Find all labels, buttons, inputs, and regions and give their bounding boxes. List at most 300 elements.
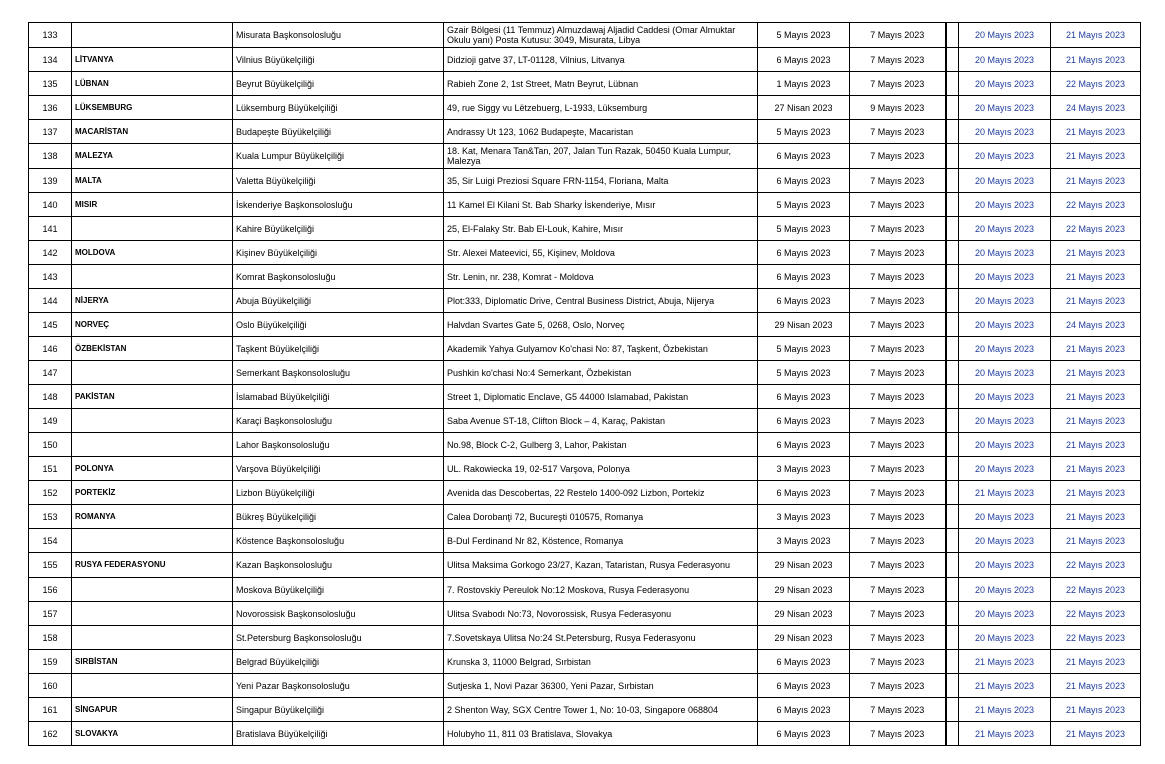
- date-start-1: 5 Mayıs 2023: [758, 23, 850, 48]
- date-start-2: 21 Mayıs 2023: [959, 722, 1051, 746]
- mission-address: Pushkin ko'chasi No:4 Semerkant, Özbekistan: [444, 361, 758, 385]
- mission-address: Avenida das Descobertas, 22 Restelo 1400-092 Lizbon, Portekiz: [444, 481, 758, 505]
- date-end-1: 7 Mayıs 2023: [850, 23, 946, 48]
- column-spacer: [946, 120, 959, 144]
- date-start-2: 20 Mayıs 2023: [959, 96, 1051, 120]
- column-spacer: [946, 505, 959, 529]
- date-end-1: 7 Mayıs 2023: [850, 361, 946, 385]
- date-start-2: 20 Mayıs 2023: [959, 23, 1051, 48]
- row-number: 154: [29, 529, 72, 553]
- country-name: [72, 674, 233, 698]
- date-end-1: 7 Mayıs 2023: [850, 481, 946, 505]
- date-start-1: 6 Mayıs 2023: [758, 48, 850, 72]
- date-end-2: 24 Mayıs 2023: [1051, 313, 1141, 337]
- row-number: 143: [29, 265, 72, 289]
- date-end-1: 7 Mayıs 2023: [850, 265, 946, 289]
- column-spacer: [946, 48, 959, 72]
- table-row: [29, 241, 1141, 265]
- table-row: [29, 169, 1141, 193]
- country-name: SLOVAKYA: [72, 722, 233, 746]
- mission-name: Kahire Büyükelçiliği: [233, 217, 444, 241]
- date-end-2: 22 Mayıs 2023: [1051, 578, 1141, 602]
- country-name: [72, 602, 233, 626]
- date-start-1: 5 Mayıs 2023: [758, 193, 850, 217]
- date-end-2: 21 Mayıs 2023: [1051, 23, 1141, 48]
- date-start-2: 20 Mayıs 2023: [959, 120, 1051, 144]
- column-spacer: [946, 602, 959, 626]
- date-end-2: 22 Mayıs 2023: [1051, 217, 1141, 241]
- date-end-2: 21 Mayıs 2023: [1051, 337, 1141, 361]
- mission-address: Ulitsa Svabodı No:73, Novorossisk, Rusya Federasyonu: [444, 602, 758, 626]
- date-end-1: 7 Mayıs 2023: [850, 722, 946, 746]
- mission-address: Halvdan Svartes Gate 5, 0268, Oslo, Norveç: [444, 313, 758, 337]
- date-end-1: 7 Mayıs 2023: [850, 433, 946, 457]
- table-row: [29, 217, 1141, 241]
- country-name: MACARİSTAN: [72, 120, 233, 144]
- column-spacer: [946, 674, 959, 698]
- date-end-2: 22 Mayıs 2023: [1051, 602, 1141, 626]
- table-body: [29, 23, 1141, 746]
- country-name: MALTA: [72, 169, 233, 193]
- row-number: 142: [29, 241, 72, 265]
- mission-address: Ulitsa Maksima Gorkogo 23/27, Kazan, Tataristan, Rusya Federasyonu: [444, 553, 758, 578]
- date-end-2: 21 Mayıs 2023: [1051, 241, 1141, 265]
- country-name: SIRBİSTAN: [72, 650, 233, 674]
- date-end-1: 7 Mayıs 2023: [850, 674, 946, 698]
- date-end-1: 7 Mayıs 2023: [850, 313, 946, 337]
- date-start-1: 3 Mayıs 2023: [758, 505, 850, 529]
- table-row: [29, 578, 1141, 602]
- country-name: MOLDOVA: [72, 241, 233, 265]
- date-start-1: 29 Nisan 2023: [758, 602, 850, 626]
- mission-address: Andrassy Ut 123, 1062 Budapeşte, Macaristan: [444, 120, 758, 144]
- date-end-1: 7 Mayıs 2023: [850, 337, 946, 361]
- date-end-1: 7 Mayıs 2023: [850, 144, 946, 169]
- country-name: MALEZYA: [72, 144, 233, 169]
- date-start-2: 20 Mayıs 2023: [959, 626, 1051, 650]
- date-end-2: 21 Mayıs 2023: [1051, 722, 1141, 746]
- mission-address: Str. Alexei Mateevici, 55, Kişinev, Moldova: [444, 241, 758, 265]
- date-end-2: 21 Mayıs 2023: [1051, 48, 1141, 72]
- column-spacer: [946, 529, 959, 553]
- mission-name: Beyrut Büyükelçiliği: [233, 72, 444, 96]
- mission-name: Komrat Başkonsolosluğu: [233, 265, 444, 289]
- date-start-1: 6 Mayıs 2023: [758, 481, 850, 505]
- mission-name: Yeni Pazar Başkonsolosluğu: [233, 674, 444, 698]
- row-number: 137: [29, 120, 72, 144]
- table-row: [29, 385, 1141, 409]
- date-start-2: 21 Mayıs 2023: [959, 674, 1051, 698]
- date-end-1: 7 Mayıs 2023: [850, 602, 946, 626]
- row-number: 160: [29, 674, 72, 698]
- country-name: [72, 23, 233, 48]
- country-name: PAKİSTAN: [72, 385, 233, 409]
- country-name: SİNGAPUR: [72, 698, 233, 722]
- mission-address: 2 Shenton Way, SGX Centre Tower 1, No: 10-03, Singapore 068804: [444, 698, 758, 722]
- date-start-2: 20 Mayıs 2023: [959, 433, 1051, 457]
- mission-address: Krunska 3, 11000 Belgrad, Sırbistan: [444, 650, 758, 674]
- date-start-2: 20 Mayıs 2023: [959, 289, 1051, 313]
- mission-name: Misurata Başkonsolosluğu: [233, 23, 444, 48]
- country-name: [72, 529, 233, 553]
- row-number: 162: [29, 722, 72, 746]
- mission-address: 18. Kat, Menara Tan&Tan, 207, Jalan Tun Razak, 50450 Kuala Lumpur, Malezya: [444, 144, 758, 169]
- date-start-2: 20 Mayıs 2023: [959, 241, 1051, 265]
- mission-name: Abuja Büyükelçiliği: [233, 289, 444, 313]
- date-end-1: 7 Mayıs 2023: [850, 289, 946, 313]
- mission-name: Bratislava Büyükelçiliği: [233, 722, 444, 746]
- date-start-1: 5 Mayıs 2023: [758, 120, 850, 144]
- date-end-2: 22 Mayıs 2023: [1051, 626, 1141, 650]
- row-number: 136: [29, 96, 72, 120]
- country-name: PORTEKİZ: [72, 481, 233, 505]
- table-row: [29, 289, 1141, 313]
- row-number: 133: [29, 23, 72, 48]
- date-end-2: 21 Mayıs 2023: [1051, 361, 1141, 385]
- column-spacer: [946, 313, 959, 337]
- row-number: 147: [29, 361, 72, 385]
- column-spacer: [946, 409, 959, 433]
- column-spacer: [946, 169, 959, 193]
- country-name: POLONYA: [72, 457, 233, 481]
- date-start-1: 6 Mayıs 2023: [758, 722, 850, 746]
- mission-address: Gzair Bölgesi (11 Temmuz) Almuzdawaj Aljadid Caddesi (Omar Almuktar Okulu yanı) Posta Kutusu: 3049, Misurata, Libya: [444, 23, 758, 48]
- date-end-1: 7 Mayıs 2023: [850, 457, 946, 481]
- mission-name: İskenderiye Başkonsolosluğu: [233, 193, 444, 217]
- country-name: MISIR: [72, 193, 233, 217]
- mission-address: 7. Rostovskiy Pereulok No:12 Moskova, Rusya Federasyonu: [444, 578, 758, 602]
- date-start-2: 20 Mayıs 2023: [959, 505, 1051, 529]
- table-row: [29, 433, 1141, 457]
- mission-address: Saba Avenue ST-18, Clifton Block – 4, Karaç, Pakistan: [444, 409, 758, 433]
- row-number: 140: [29, 193, 72, 217]
- mission-name: Lüksemburg Büyükelçiliği: [233, 96, 444, 120]
- mission-address: No.98, Block C-2, Gulberg 3, Lahor, Pakistan: [444, 433, 758, 457]
- date-end-2: 22 Mayıs 2023: [1051, 72, 1141, 96]
- column-spacer: [946, 193, 959, 217]
- date-end-1: 7 Mayıs 2023: [850, 529, 946, 553]
- date-end-1: 7 Mayıs 2023: [850, 48, 946, 72]
- mission-name: Lahor Başkonsolosluğu: [233, 433, 444, 457]
- date-end-1: 7 Mayıs 2023: [850, 169, 946, 193]
- mission-address: 7.Sovetskaya Ulitsa No:24 St.Petersburg, Rusya Federasyonu: [444, 626, 758, 650]
- mission-address: 11 Kamel El Kilani St. Bab Sharky İskenderiye, Mısır: [444, 193, 758, 217]
- date-start-2: 21 Mayıs 2023: [959, 698, 1051, 722]
- date-end-2: 21 Mayıs 2023: [1051, 529, 1141, 553]
- date-end-2: 24 Mayıs 2023: [1051, 96, 1141, 120]
- table-row: [29, 193, 1141, 217]
- mission-address: Akademik Yahya Gulyamov Ko'chasi No: 87, Taşkent, Özbekistan: [444, 337, 758, 361]
- date-end-1: 7 Mayıs 2023: [850, 241, 946, 265]
- date-end-2: 21 Mayıs 2023: [1051, 698, 1141, 722]
- date-start-1: 6 Mayıs 2023: [758, 241, 850, 265]
- column-spacer: [946, 578, 959, 602]
- table-row: [29, 722, 1141, 746]
- column-spacer: [946, 265, 959, 289]
- table-row: [29, 698, 1141, 722]
- mission-name: Köstence Başkonsolosluğu: [233, 529, 444, 553]
- table-row: [29, 626, 1141, 650]
- column-spacer: [946, 217, 959, 241]
- date-start-2: 20 Mayıs 2023: [959, 217, 1051, 241]
- date-end-1: 9 Mayıs 2023: [850, 96, 946, 120]
- mission-name: Kuala Lumpur Büyükelçiliği: [233, 144, 444, 169]
- table-row: [29, 96, 1141, 120]
- date-end-2: 21 Mayıs 2023: [1051, 505, 1141, 529]
- date-start-1: 3 Mayıs 2023: [758, 529, 850, 553]
- country-name: [72, 578, 233, 602]
- mission-name: Budapeşte Büyükelçiliği: [233, 120, 444, 144]
- date-start-2: 20 Mayıs 2023: [959, 169, 1051, 193]
- country-name: LÜBNAN: [72, 72, 233, 96]
- mission-address: B-Dul Ferdinand Nr 82, Köstence, Romanya: [444, 529, 758, 553]
- table-row: [29, 409, 1141, 433]
- date-end-1: 7 Mayıs 2023: [850, 193, 946, 217]
- date-start-2: 20 Mayıs 2023: [959, 409, 1051, 433]
- row-number: 144: [29, 289, 72, 313]
- date-end-1: 7 Mayıs 2023: [850, 409, 946, 433]
- mission-name: Kişinev Büyükelçiliği: [233, 241, 444, 265]
- column-spacer: [946, 433, 959, 457]
- date-end-1: 7 Mayıs 2023: [850, 553, 946, 578]
- mission-name: Lizbon Büyükelçiliği: [233, 481, 444, 505]
- row-number: 145: [29, 313, 72, 337]
- date-end-2: 22 Mayıs 2023: [1051, 553, 1141, 578]
- mission-name: Bükreş Büyükelçiliği: [233, 505, 444, 529]
- table-row: [29, 505, 1141, 529]
- date-start-2: 20 Mayıs 2023: [959, 72, 1051, 96]
- country-name: LÜKSEMBURG: [72, 96, 233, 120]
- row-number: 152: [29, 481, 72, 505]
- table-row: [29, 361, 1141, 385]
- mission-address: Holubyho 11, 811 03 Bratislava, Slovakya: [444, 722, 758, 746]
- row-number: 138: [29, 144, 72, 169]
- mission-address: 35, Sir Luigi Preziosi Square FRN-1154, Floriana, Malta: [444, 169, 758, 193]
- column-spacer: [946, 289, 959, 313]
- date-end-2: 21 Mayıs 2023: [1051, 120, 1141, 144]
- date-end-1: 7 Mayıs 2023: [850, 698, 946, 722]
- date-start-1: 5 Mayıs 2023: [758, 337, 850, 361]
- date-start-1: 29 Nisan 2023: [758, 313, 850, 337]
- row-number: 135: [29, 72, 72, 96]
- date-start-1: 6 Mayıs 2023: [758, 674, 850, 698]
- column-spacer: [946, 361, 959, 385]
- date-start-1: 6 Mayıs 2023: [758, 409, 850, 433]
- mission-name: Taşkent Büyükelçiliği: [233, 337, 444, 361]
- country-name: [72, 217, 233, 241]
- country-name: ÖZBEKİSTAN: [72, 337, 233, 361]
- date-start-2: 20 Mayıs 2023: [959, 385, 1051, 409]
- table-row: [29, 650, 1141, 674]
- mission-name: Belgrad Büyükelçiliği: [233, 650, 444, 674]
- column-spacer: [946, 722, 959, 746]
- column-spacer: [946, 385, 959, 409]
- ballot-locations-table: [28, 22, 1141, 746]
- date-end-1: 7 Mayıs 2023: [850, 505, 946, 529]
- row-number: 161: [29, 698, 72, 722]
- date-end-2: 21 Mayıs 2023: [1051, 144, 1141, 169]
- column-spacer: [946, 144, 959, 169]
- column-spacer: [946, 650, 959, 674]
- date-start-2: 20 Mayıs 2023: [959, 144, 1051, 169]
- date-end-2: 21 Mayıs 2023: [1051, 457, 1141, 481]
- row-number: 148: [29, 385, 72, 409]
- date-end-2: 21 Mayıs 2023: [1051, 289, 1141, 313]
- mission-name: St.Petersburg Başkonsolosluğu: [233, 626, 444, 650]
- mission-address: UL. Rakowiecka 19, 02-517 Varşova, Polonya: [444, 457, 758, 481]
- date-start-1: 6 Mayıs 2023: [758, 289, 850, 313]
- date-start-1: 5 Mayıs 2023: [758, 361, 850, 385]
- mission-address: Rabieh Zone 2, 1st Street, Matn Beyrut, Lübnan: [444, 72, 758, 96]
- column-spacer: [946, 96, 959, 120]
- column-spacer: [946, 698, 959, 722]
- table-row: [29, 120, 1141, 144]
- row-number: 157: [29, 602, 72, 626]
- mission-name: Moskova Büyükelçiliği: [233, 578, 444, 602]
- date-end-2: 21 Mayıs 2023: [1051, 385, 1141, 409]
- column-spacer: [946, 337, 959, 361]
- table-row: [29, 602, 1141, 626]
- column-spacer: [946, 481, 959, 505]
- column-spacer: [946, 72, 959, 96]
- table-row: [29, 481, 1141, 505]
- mission-name: Novorossisk Başkonsolosluğu: [233, 602, 444, 626]
- date-start-1: 6 Mayıs 2023: [758, 650, 850, 674]
- mission-name: Valetta Büyükelçiliği: [233, 169, 444, 193]
- mission-name: Semerkant Başkonsolosluğu: [233, 361, 444, 385]
- row-number: 151: [29, 457, 72, 481]
- mission-address: Plot:333, Diplomatic Drive, Central Business District, Abuja, Nijerya: [444, 289, 758, 313]
- date-start-2: 20 Mayıs 2023: [959, 265, 1051, 289]
- table-row: [29, 48, 1141, 72]
- row-number: 139: [29, 169, 72, 193]
- date-start-2: 20 Mayıs 2023: [959, 529, 1051, 553]
- country-name: ROMANYA: [72, 505, 233, 529]
- table-row: [29, 23, 1141, 48]
- date-start-1: 3 Mayıs 2023: [758, 457, 850, 481]
- date-end-2: 21 Mayıs 2023: [1051, 265, 1141, 289]
- date-start-1: 6 Mayıs 2023: [758, 433, 850, 457]
- mission-name: Varşova Büyükelçiliği: [233, 457, 444, 481]
- column-spacer: [946, 626, 959, 650]
- row-number: 146: [29, 337, 72, 361]
- date-start-1: 27 Nisan 2023: [758, 96, 850, 120]
- row-number: 153: [29, 505, 72, 529]
- date-start-2: 20 Mayıs 2023: [959, 193, 1051, 217]
- date-start-2: 20 Mayıs 2023: [959, 602, 1051, 626]
- date-start-1: 6 Mayıs 2023: [758, 265, 850, 289]
- table-row: [29, 337, 1141, 361]
- country-name: [72, 433, 233, 457]
- mission-address: Sutjeska 1, Novi Pazar 36300, Yeni Pazar, Sırbistan: [444, 674, 758, 698]
- row-number: 149: [29, 409, 72, 433]
- date-start-1: 29 Nisan 2023: [758, 578, 850, 602]
- table-row: [29, 674, 1141, 698]
- row-number: 141: [29, 217, 72, 241]
- column-spacer: [946, 457, 959, 481]
- country-name: [72, 409, 233, 433]
- mission-name: İslamabad Büyükelçiliği: [233, 385, 444, 409]
- mission-address: 25, El-Falaky Str. Bab El-Louk, Kahire, Mısır: [444, 217, 758, 241]
- country-name: NORVEÇ: [72, 313, 233, 337]
- ballot-locations-table-container: [28, 22, 1141, 746]
- mission-name: Karaçi Başkonsolosluğu: [233, 409, 444, 433]
- date-start-2: 20 Mayıs 2023: [959, 48, 1051, 72]
- row-number: 155: [29, 553, 72, 578]
- country-name: [72, 626, 233, 650]
- table-row: [29, 553, 1141, 578]
- date-end-2: 21 Mayıs 2023: [1051, 650, 1141, 674]
- mission-name: Oslo Büyükelçiliği: [233, 313, 444, 337]
- date-end-1: 7 Mayıs 2023: [850, 217, 946, 241]
- date-start-2: 21 Mayıs 2023: [959, 481, 1051, 505]
- mission-address: Street 1, Diplomatic Enclave, G5 44000 Islamabad, Pakistan: [444, 385, 758, 409]
- column-spacer: [946, 553, 959, 578]
- mission-name: Vilnius Büyükelçiliği: [233, 48, 444, 72]
- row-number: 150: [29, 433, 72, 457]
- date-start-1: 5 Mayıs 2023: [758, 217, 850, 241]
- date-end-2: 21 Mayıs 2023: [1051, 674, 1141, 698]
- date-start-1: 6 Mayıs 2023: [758, 698, 850, 722]
- date-start-1: 6 Mayıs 2023: [758, 169, 850, 193]
- mission-name: Singapur Büyükelçiliği: [233, 698, 444, 722]
- country-name: NİJERYA: [72, 289, 233, 313]
- date-end-1: 7 Mayıs 2023: [850, 120, 946, 144]
- date-start-2: 20 Mayıs 2023: [959, 457, 1051, 481]
- table-row: [29, 144, 1141, 169]
- column-spacer: [946, 23, 959, 48]
- date-end-2: 21 Mayıs 2023: [1051, 409, 1141, 433]
- date-end-1: 7 Mayıs 2023: [850, 385, 946, 409]
- date-end-2: 21 Mayıs 2023: [1051, 169, 1141, 193]
- date-end-2: 22 Mayıs 2023: [1051, 193, 1141, 217]
- country-name: RUSYA FEDERASYONU: [72, 553, 233, 578]
- row-number: 158: [29, 626, 72, 650]
- mission-address: Str. Lenin, nr. 238, Komrat - Moldova: [444, 265, 758, 289]
- date-start-1: 29 Nisan 2023: [758, 553, 850, 578]
- mission-address: 49, rue Siggy vu Lëtzebuerg, L-1933, Lüksemburg: [444, 96, 758, 120]
- date-end-1: 7 Mayıs 2023: [850, 578, 946, 602]
- date-end-1: 7 Mayıs 2023: [850, 72, 946, 96]
- date-start-1: 1 Mayıs 2023: [758, 72, 850, 96]
- date-start-1: 6 Mayıs 2023: [758, 144, 850, 169]
- date-end-1: 7 Mayıs 2023: [850, 626, 946, 650]
- date-start-2: 20 Mayıs 2023: [959, 313, 1051, 337]
- row-number: 156: [29, 578, 72, 602]
- table-row: [29, 265, 1141, 289]
- mission-address: Didzioji gatve 37, LT-01128, Vilnius, Litvanya: [444, 48, 758, 72]
- table-row: [29, 313, 1141, 337]
- country-name: [72, 361, 233, 385]
- table-row: [29, 72, 1141, 96]
- column-spacer: [946, 241, 959, 265]
- date-start-1: 6 Mayıs 2023: [758, 385, 850, 409]
- date-start-2: 20 Mayıs 2023: [959, 578, 1051, 602]
- table-row: [29, 457, 1141, 481]
- date-start-2: 21 Mayıs 2023: [959, 650, 1051, 674]
- date-end-2: 21 Mayıs 2023: [1051, 481, 1141, 505]
- date-start-2: 20 Mayıs 2023: [959, 361, 1051, 385]
- date-start-1: 29 Nisan 2023: [758, 626, 850, 650]
- mission-name: Kazan Başkonsolosluğu: [233, 553, 444, 578]
- table-row: [29, 529, 1141, 553]
- date-start-2: 20 Mayıs 2023: [959, 553, 1051, 578]
- date-start-2: 20 Mayıs 2023: [959, 337, 1051, 361]
- mission-address: Calea Dorobanţi 72, Bucureşti 010575, Romanya: [444, 505, 758, 529]
- date-end-1: 7 Mayıs 2023: [850, 650, 946, 674]
- row-number: 159: [29, 650, 72, 674]
- date-end-2: 21 Mayıs 2023: [1051, 433, 1141, 457]
